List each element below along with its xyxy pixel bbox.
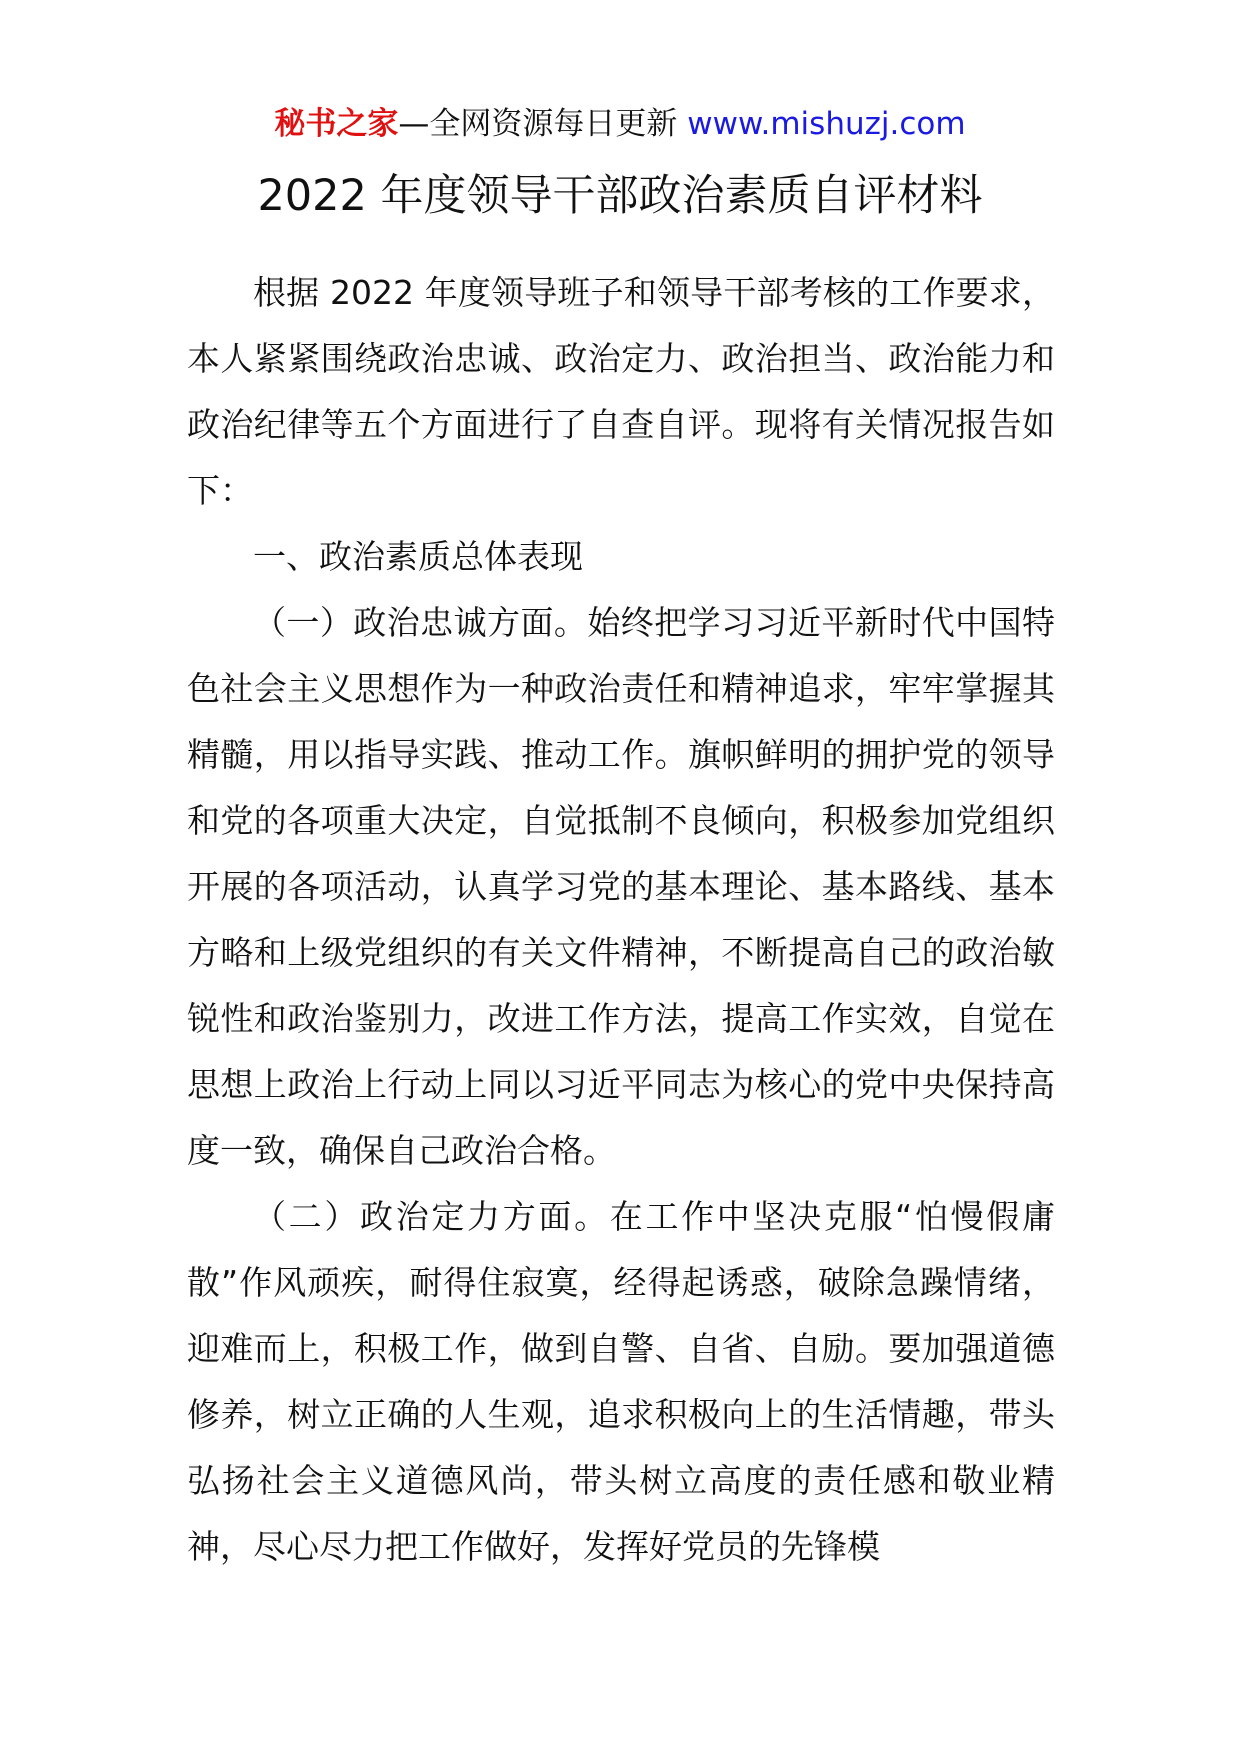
site-url-link[interactable]: www.mishuzj.com xyxy=(687,106,966,142)
paragraph-intro: 根据 2022 年度领导班子和领导干部考核的工作要求，本人紧紧围绕政治忠诚、政治定力、政治担当、政治能力和政治纪律等五个方面进行了自查自评。现将有关情况报告如下： xyxy=(187,273,1055,510)
document-title: 2022 年度领导干部政治素质自评材料 xyxy=(257,171,983,221)
paragraph-political-loyalty: （一）政治忠诚方面。始终把学习习近平新时代中国特色社会主义思想作为一种政治责任和精神追求，牢牢掌握其精髓，用以指导实践、推动工作。旗帜鲜明的拥护党的领导和党的各项重大决定，自觉抵制不良倾向，积极参加党组织开展的各项活动，认真学习党的基本理论、基本路线、基本方略和上级党组织的有关文件精神，不断提高自己的政治敏锐性和政治鉴别力，改进工作方法，提高工作实效，自觉在思想上政治上行动上同以习近平同志为核心的党中央保持高度一致，确保自己政治合格。 xyxy=(187,603,1055,1170)
brand-name: 秘书之家 xyxy=(274,106,399,142)
site-header xyxy=(0,100,1240,148)
section-heading-1: 一、政治素质总体表现 xyxy=(253,537,583,576)
document-body xyxy=(187,260,1055,1580)
site-tagline: —全网资源每日更新 xyxy=(398,106,688,142)
paragraph-political-determination: （二）政治定力方面。在工作中坚决克服“怕慢假庸散”作风顽疾，耐得住寂寞，经得起诱惑，破除急躁情绪，迎难而上，积极工作，做到自警、自省、自励。要加强道德修养，树立正确的人生观，追求积极向上的生活情趣，带头弘扬社会主义道德风尚，带头树立高度的责任感和敬业精神，尽心尽力把工作做好，发挥好党员的先锋模 xyxy=(187,1197,1055,1566)
